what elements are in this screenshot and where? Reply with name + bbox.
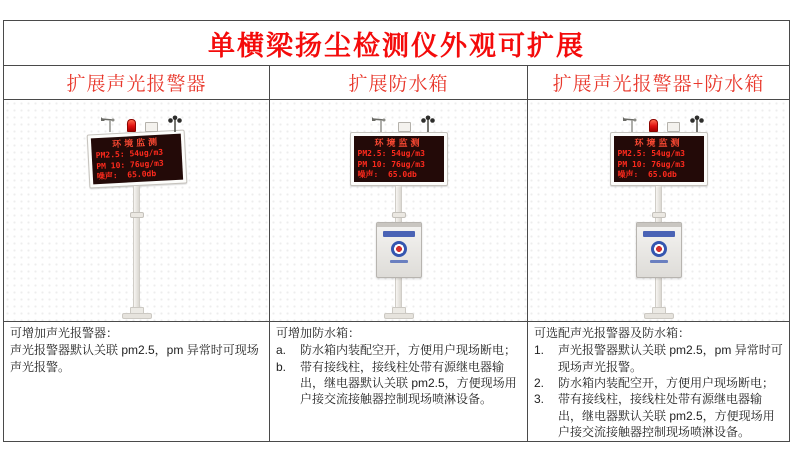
notes-alarm (4, 322, 270, 441)
base-plate (644, 313, 674, 319)
column-header-label: 扩展声光报警器 (66, 74, 207, 95)
led-title: 环境监测 (374, 138, 423, 149)
notes-alarm-plus-box (528, 322, 789, 441)
note-text: 带有接线柱，接线柱处带有源继电器输出，继电器默认关联 pm2.5，方便现场用户接交流接触器控制现场喷淋设备。 (300, 359, 517, 407)
note-text: 声光报警器默认关联 pm2.5，pm 异常时可现场声光报警。 (558, 343, 783, 374)
note-marker: 3. (534, 392, 545, 407)
page-title: 单横梁扬尘检测仪外观可扩展 (208, 30, 585, 61)
pole-area (337, 186, 461, 320)
notes-list (276, 342, 521, 407)
led-display (86, 129, 187, 188)
note-marker: 2. (534, 375, 545, 390)
sensor-bar (83, 108, 191, 132)
led-line-pm25: PM2.5: 54ug/m3 (95, 148, 163, 161)
led-line-noise: 噪声: 65.0db (357, 169, 417, 179)
box-logo-icon (391, 241, 407, 257)
note-text: 防水箱内装配空开，方便用户现场断电； (558, 375, 775, 390)
box-caption (650, 260, 668, 263)
wind-vane-icon (100, 115, 118, 132)
led-line-pm10: PM 10: 76ug/m3 (617, 159, 685, 169)
led-line-pm25: PM2.5: 54ug/m3 (357, 149, 425, 159)
sensor-bar (605, 108, 713, 132)
note-text: 带有接线柱，接线柱处带有源继电器输出，继电器默认关联 pm2.5，方便现场用户接交流接触器控制现场喷淋设备。 (558, 392, 775, 439)
led-screen (90, 134, 182, 185)
led-display (610, 132, 708, 186)
base-plate (122, 313, 152, 319)
pole-collar (392, 212, 406, 218)
note-item (534, 391, 783, 440)
notes-intro: 可增加防水箱： (276, 326, 361, 340)
pole-collar (130, 212, 144, 218)
pole-area (75, 186, 199, 320)
box-banner (643, 231, 675, 237)
note-item (534, 375, 783, 391)
note-marker: 1. (534, 343, 545, 358)
box-caption (390, 260, 408, 263)
notes-list (10, 342, 263, 375)
sensor-box-icon (145, 122, 158, 132)
led-screen (354, 136, 444, 182)
note-text: 防水箱内装配空开，方便用户现场断电； (300, 343, 517, 358)
note-marker: a. (276, 343, 287, 358)
column-header-label: 扩展声光报警器+防水箱 (552, 74, 765, 95)
notes-list (534, 342, 783, 440)
led-display (350, 132, 448, 186)
anemometer-icon (420, 115, 436, 132)
device-figure-alarm (4, 100, 270, 322)
pole (133, 186, 140, 316)
table-title-row (4, 21, 789, 66)
notes-intro: 可选配声光报警器及防水箱： (534, 326, 691, 340)
dust-monitor-device (597, 108, 721, 320)
led-screen (614, 136, 704, 182)
dust-monitor-device (337, 108, 461, 320)
alarm-light-icon (649, 119, 658, 132)
box-lid (377, 223, 421, 227)
note-item (10, 342, 263, 375)
device-figure-alarm-plus-box (528, 100, 789, 322)
pole-collar (652, 212, 666, 218)
note-item (276, 359, 521, 408)
note-text: 声光报警器默认关联 pm2.5，pm 异常时可现场声光报警。 (10, 343, 259, 374)
led-line-pm25: PM2.5: 54ug/m3 (617, 149, 685, 159)
sensor-box-icon (667, 122, 680, 132)
note-item (534, 342, 783, 375)
column-header-alarm-plus-box (528, 66, 789, 100)
column-header-label: 扩展防水箱 (348, 74, 449, 95)
pole-area (597, 186, 721, 320)
box-lid (637, 223, 681, 227)
waterproof-box (376, 222, 422, 278)
device-figure-waterproof-box (270, 100, 528, 322)
led-line-noise: 噪声: 65.0db (96, 168, 156, 181)
sensor-box-icon (398, 122, 411, 132)
box-logo-icon (651, 241, 667, 257)
led-title: 环境监测 (111, 136, 160, 150)
alarm-light-icon (127, 119, 136, 132)
led-line-noise: 噪声: 65.0db (617, 169, 677, 179)
led-line-pm10: PM 10: 76ug/m3 (95, 158, 164, 171)
spec-grid (4, 66, 789, 441)
waterproof-box (636, 222, 682, 278)
notes-intro: 可增加声光报警器： (10, 326, 119, 340)
note-marker: b. (276, 359, 287, 374)
note-item (276, 342, 521, 358)
column-header-waterproof-box (270, 66, 528, 100)
wind-vane-icon (371, 115, 389, 132)
anemometer-icon (167, 115, 183, 132)
spec-table (3, 20, 790, 442)
sensor-bar (345, 108, 453, 132)
wind-vane-icon (622, 115, 640, 132)
dust-monitor-device (75, 108, 199, 320)
base-plate (384, 313, 414, 319)
column-header-alarm (4, 66, 270, 100)
notes-waterproof-box (270, 322, 528, 441)
anemometer-icon (689, 115, 705, 132)
led-line-pm10: PM 10: 76ug/m3 (357, 159, 425, 169)
led-title: 环境监测 (634, 138, 683, 149)
box-banner (383, 231, 415, 237)
